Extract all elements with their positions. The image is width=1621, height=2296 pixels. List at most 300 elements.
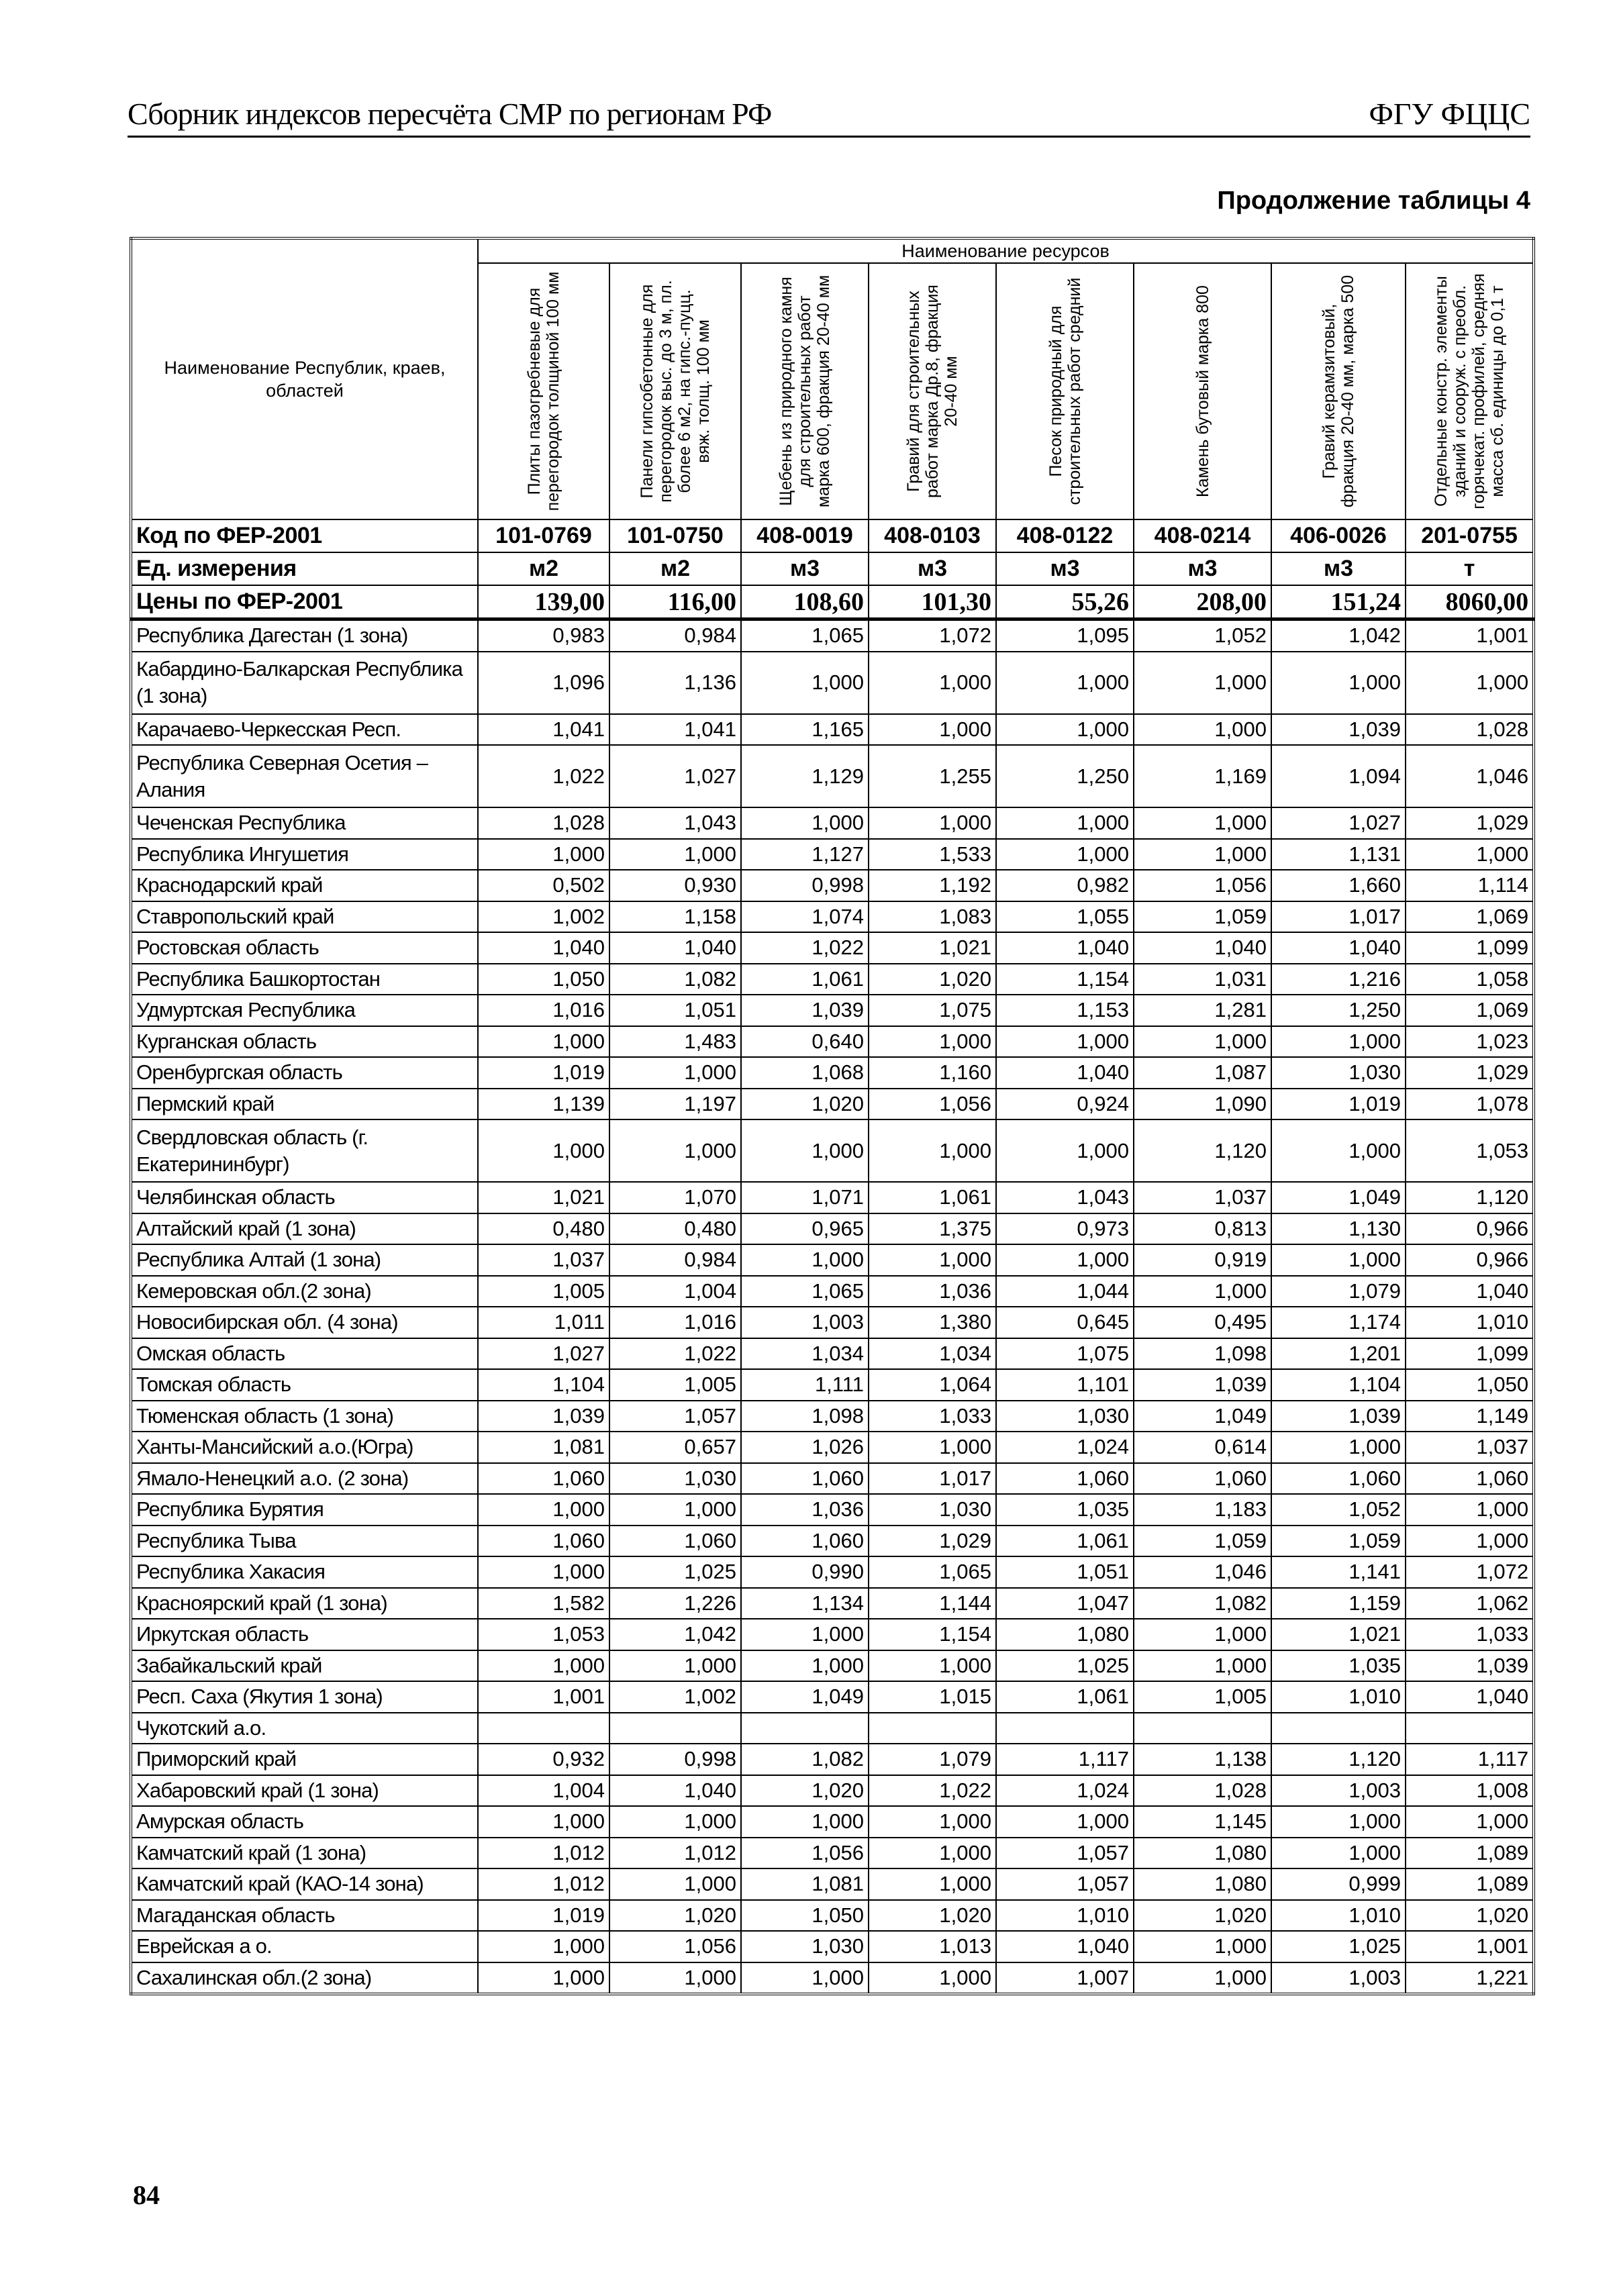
index-value: 1,052	[1271, 1494, 1406, 1526]
fer-price-cell: 55,26	[996, 585, 1134, 619]
index-value: 1,012	[478, 1838, 609, 1869]
region-row	[131, 1868, 1534, 1900]
region-name: Сахалинская обл.(2 зона)	[131, 1962, 478, 1995]
index-value: 1,099	[1406, 932, 1534, 964]
index-value: 1,136	[609, 652, 741, 714]
index-value: 1,060	[478, 1526, 609, 1557]
index-value: 1,141	[1271, 1556, 1406, 1588]
index-value: 1,000	[1134, 1619, 1271, 1650]
index-value: 1,002	[609, 1681, 741, 1713]
index-value: 1,069	[1406, 901, 1534, 933]
region-row	[131, 1401, 1534, 1432]
index-value: 1,023	[1406, 1026, 1534, 1058]
index-value: 1,061	[996, 1526, 1134, 1557]
index-value: 1,061	[741, 964, 869, 995]
index-value: 0,495	[1134, 1307, 1271, 1338]
index-value: 1,060	[478, 1463, 609, 1495]
region-name: Тюменская область (1 зона)	[131, 1401, 478, 1432]
region-name: Пермский край	[131, 1089, 478, 1120]
region-column-header: Наименование Республик, краев, областей	[131, 238, 478, 519]
resource-name-header	[478, 263, 609, 519]
index-value: 1,061	[996, 1681, 1134, 1713]
index-value: 1,022	[609, 1338, 741, 1370]
index-value: 1,011	[478, 1307, 609, 1338]
index-value: 1,120	[1406, 1182, 1534, 1213]
fer-price-cell: 108,60	[741, 585, 869, 619]
index-value: 1,020	[1406, 1900, 1534, 1932]
index-value: 1,035	[996, 1494, 1134, 1526]
index-value: 1,060	[1134, 1463, 1271, 1495]
index-value: 1,040	[609, 1775, 741, 1807]
unit-cell: м2	[478, 552, 609, 585]
resource-name-text: Гравий керамзитовый, фракция 20-40 мм, марка 500	[1320, 274, 1357, 508]
region-name: Камчатский край (КАО-14 зона)	[131, 1868, 478, 1900]
index-value: 1,082	[609, 964, 741, 995]
index-value: 1,070	[609, 1182, 741, 1213]
index-value: 1,071	[741, 1182, 869, 1213]
index-value: 1,000	[609, 1868, 741, 1900]
region-name: Чукотский а.о.	[131, 1713, 478, 1744]
index-value: 1,130	[1271, 1213, 1406, 1245]
index-value: 0,640	[741, 1026, 869, 1058]
index-value: 1,012	[609, 1838, 741, 1869]
index-value: 1,059	[1271, 1526, 1406, 1557]
index-value: 0,982	[996, 870, 1134, 901]
fer-code-cell: 101-0750	[609, 519, 741, 552]
region-name: Томская область	[131, 1369, 478, 1401]
region-row	[131, 1588, 1534, 1619]
index-value: 1,024	[996, 1775, 1134, 1807]
index-value: 1,069	[1406, 995, 1534, 1026]
index-value: 1,049	[1134, 1401, 1271, 1432]
region-row	[131, 1182, 1534, 1213]
index-value: 1,031	[1134, 964, 1271, 995]
fer-code-row	[131, 519, 1534, 552]
resource-name-text: Плиты пазогребневые для перегородок толщиной 100 мм	[525, 271, 562, 511]
index-value: 1,159	[1271, 1588, 1406, 1619]
index-value: 1,057	[996, 1868, 1134, 1900]
index-value: 1,104	[478, 1369, 609, 1401]
index-value: 1,000	[1271, 1806, 1406, 1838]
fer-price-cell: 139,00	[478, 585, 609, 619]
index-value: 1,117	[1406, 1744, 1534, 1775]
index-value: 0,984	[609, 619, 741, 652]
index-value: 1,020	[1134, 1900, 1271, 1932]
index-value: 1,114	[1406, 870, 1534, 901]
index-value: 1,000	[1134, 1650, 1271, 1682]
resource-name-text: Панели гипсобетонные для перегородок выс. до 3 м, пл. более 6 м2, на гипс.-пуцц. вяж. толщ. 100 мм	[638, 280, 713, 503]
index-value: 0,919	[1134, 1244, 1271, 1276]
index-value: 0,998	[609, 1744, 741, 1775]
region-name: Алтайский край (1 зона)	[131, 1213, 478, 1245]
index-value	[1271, 1713, 1406, 1744]
index-value: 1,000	[996, 807, 1134, 839]
index-value: 1,001	[1406, 619, 1534, 652]
index-value: 0,813	[1134, 1213, 1271, 1245]
index-value: 1,000	[1134, 807, 1271, 839]
index-value: 1,183	[1134, 1494, 1271, 1526]
index-value: 1,000	[869, 1650, 996, 1682]
index-value: 1,582	[478, 1588, 609, 1619]
index-value: 1,000	[1406, 1494, 1534, 1526]
index-value: 1,068	[741, 1057, 869, 1089]
index-value: 1,000	[1134, 1276, 1271, 1307]
index-value: 1,040	[996, 932, 1134, 964]
index-value	[741, 1713, 869, 1744]
index-value: 1,000	[478, 1806, 609, 1838]
index-value: 1,040	[996, 1057, 1134, 1089]
index-value: 1,087	[1134, 1057, 1271, 1089]
index-value: 1,030	[1271, 1057, 1406, 1089]
index-value: 1,035	[1271, 1650, 1406, 1682]
index-value	[1134, 1713, 1271, 1744]
index-value: 1,003	[1271, 1962, 1406, 1995]
index-value: 1,041	[609, 714, 741, 746]
resource-name-text: Щебень из природного камня для строительных работ марка 600, фракция 20-40 мм	[777, 274, 833, 508]
index-value: 1,039	[741, 995, 869, 1026]
region-name: Республика Алтай (1 зона)	[131, 1244, 478, 1276]
region-row	[131, 1619, 1534, 1650]
index-value: 1,111	[741, 1369, 869, 1401]
index-value: 1,000	[478, 1119, 609, 1182]
region-row	[131, 807, 1534, 839]
index-value: 1,250	[996, 745, 1134, 807]
index-value: 1,216	[1271, 964, 1406, 995]
index-value: 1,154	[869, 1619, 996, 1650]
index-value: 1,043	[996, 1182, 1134, 1213]
index-value	[869, 1713, 996, 1744]
region-name: Красноярский край (1 зона)	[131, 1588, 478, 1619]
region-row	[131, 1681, 1534, 1713]
index-value: 1,047	[996, 1588, 1134, 1619]
region-name: Кемеровская обл.(2 зона)	[131, 1276, 478, 1307]
row-label: Ед. измерения	[131, 552, 478, 585]
index-value: 1,000	[741, 1619, 869, 1650]
index-value: 1,099	[1406, 1338, 1534, 1370]
index-value: 0,502	[478, 870, 609, 901]
index-value: 0,932	[478, 1744, 609, 1775]
index-value: 1,012	[478, 1868, 609, 1900]
index-value: 1,660	[1271, 870, 1406, 901]
index-value: 1,000	[741, 1650, 869, 1682]
index-value: 1,000	[1271, 1026, 1406, 1058]
index-value: 1,082	[1134, 1588, 1271, 1619]
region-name: Хабаровский край (1 зона)	[131, 1775, 478, 1807]
region-name: Амурская область	[131, 1806, 478, 1838]
index-value: 1,138	[1134, 1744, 1271, 1775]
index-value: 0,984	[609, 1244, 741, 1276]
index-value: 1,000	[1134, 714, 1271, 746]
index-value: 1,000	[1406, 839, 1534, 870]
region-row	[131, 1775, 1534, 1807]
index-value: 1,082	[741, 1744, 869, 1775]
index-value: 0,480	[478, 1213, 609, 1245]
resource-name-header	[1134, 263, 1271, 519]
index-value: 1,089	[1406, 1868, 1534, 1900]
index-value: 1,060	[996, 1463, 1134, 1495]
index-value: 1,074	[741, 901, 869, 933]
index-value: 1,000	[1271, 1838, 1406, 1869]
index-value: 0,657	[609, 1432, 741, 1463]
index-value: 1,027	[478, 1338, 609, 1370]
index-value: 1,028	[1134, 1775, 1271, 1807]
index-value: 1,025	[1271, 1931, 1406, 1962]
index-value: 1,060	[741, 1526, 869, 1557]
index-value: 1,033	[869, 1401, 996, 1432]
resource-name-header	[609, 263, 741, 519]
index-value: 1,049	[741, 1681, 869, 1713]
index-value: 1,120	[1271, 1744, 1406, 1775]
region-name: Оренбургская область	[131, 1057, 478, 1089]
index-value: 1,033	[1406, 1619, 1534, 1650]
index-value: 1,000	[1134, 1931, 1271, 1962]
resources-group-header: Наименование ресурсов	[478, 238, 1534, 263]
index-value: 1,017	[1271, 901, 1406, 933]
fer-code-cell: 408-0122	[996, 519, 1134, 552]
index-value: 1,117	[996, 1744, 1134, 1775]
index-value: 1,022	[741, 932, 869, 964]
index-value: 1,000	[869, 652, 996, 714]
index-value: 1,039	[1271, 714, 1406, 746]
region-row	[131, 652, 1534, 714]
index-value: 1,059	[1134, 901, 1271, 933]
region-name: Ямало-Ненецкий а.о. (2 зона)	[131, 1463, 478, 1495]
region-row	[131, 964, 1534, 995]
fer-price-cell: 8060,00	[1406, 585, 1534, 619]
index-value	[1406, 1713, 1534, 1744]
fer-price-cell: 116,00	[609, 585, 741, 619]
index-value: 1,039	[478, 1401, 609, 1432]
index-value: 1,046	[1134, 1556, 1271, 1588]
index-value: 1,046	[1406, 745, 1534, 807]
region-row	[131, 1838, 1534, 1869]
fer-code-cell: 406-0026	[1271, 519, 1406, 552]
index-value: 1,000	[478, 1556, 609, 1588]
index-value: 1,036	[741, 1494, 869, 1526]
region-row	[131, 1962, 1534, 1995]
index-value: 1,000	[996, 1026, 1134, 1058]
region-row	[131, 1931, 1534, 1962]
index-value: 1,059	[1134, 1526, 1271, 1557]
index-value: 1,120	[1134, 1119, 1271, 1182]
index-value: 1,065	[741, 619, 869, 652]
index-value: 1,090	[1134, 1089, 1271, 1120]
index-value: 1,060	[609, 1526, 741, 1557]
index-value: 1,057	[609, 1401, 741, 1432]
index-value: 1,483	[609, 1026, 741, 1058]
index-value: 1,000	[1406, 1806, 1534, 1838]
index-value: 1,010	[1406, 1307, 1534, 1338]
unit-cell: м3	[1271, 552, 1406, 585]
fer-price-cell: 151,24	[1271, 585, 1406, 619]
resource-name-text: Камень бутовый марка 800	[1193, 285, 1212, 497]
index-value: 1,019	[1271, 1089, 1406, 1120]
index-value: 1,022	[478, 745, 609, 807]
index-value: 0,930	[609, 870, 741, 901]
index-value: 1,028	[1406, 714, 1534, 746]
index-value: 1,042	[609, 1619, 741, 1650]
index-value: 0,614	[1134, 1432, 1271, 1463]
region-name: Забайкальский край	[131, 1650, 478, 1682]
region-row	[131, 1369, 1534, 1401]
index-value: 1,003	[741, 1307, 869, 1338]
index-value: 1,375	[869, 1213, 996, 1245]
resource-name-header	[1271, 263, 1406, 519]
region-name: Ростовская область	[131, 932, 478, 964]
index-value: 1,040	[996, 1931, 1134, 1962]
index-value: 1,131	[1271, 839, 1406, 870]
index-value: 1,041	[478, 714, 609, 746]
index-value: 1,040	[1406, 1681, 1534, 1713]
index-value: 1,000	[996, 652, 1134, 714]
region-name: Респ. Саха (Якутия 1 зона)	[131, 1681, 478, 1713]
region-name: Приморский край	[131, 1744, 478, 1775]
fer-code-cell: 408-0214	[1134, 519, 1271, 552]
index-value: 1,052	[1134, 619, 1271, 652]
index-value: 1,030	[741, 1931, 869, 1962]
index-value: 1,040	[609, 932, 741, 964]
unit-cell: м3	[741, 552, 869, 585]
resource-name-header	[741, 263, 869, 519]
index-value: 1,017	[869, 1463, 996, 1495]
index-value: 1,380	[869, 1307, 996, 1338]
index-value: 1,000	[609, 1119, 741, 1182]
index-value: 1,034	[741, 1338, 869, 1370]
region-name: Иркутская область	[131, 1619, 478, 1650]
index-value	[609, 1713, 741, 1744]
index-value: 1,056	[869, 1089, 996, 1120]
region-name: Новосибирская обл. (4 зона)	[131, 1307, 478, 1338]
index-value: 1,020	[869, 1900, 996, 1932]
region-row	[131, 1432, 1534, 1463]
index-value: 1,019	[478, 1900, 609, 1932]
index-value: 1,027	[609, 745, 741, 807]
index-value: 1,029	[869, 1526, 996, 1557]
index-value: 1,000	[1406, 652, 1534, 714]
region-row	[131, 1213, 1534, 1245]
index-value: 1,083	[869, 901, 996, 933]
region-name: Карачаево-Черкесская Респ.	[131, 714, 478, 746]
region-name: Республика Хакасия	[131, 1556, 478, 1588]
row-label: Цены по ФЕР-2001	[131, 585, 478, 619]
index-value: 1,079	[869, 1744, 996, 1775]
index-value: 1,037	[1406, 1432, 1534, 1463]
index-value: 1,081	[478, 1432, 609, 1463]
index-value: 1,050	[478, 964, 609, 995]
index-value: 1,000	[609, 1057, 741, 1089]
index-value	[478, 1713, 609, 1744]
region-row	[131, 870, 1534, 901]
region-row	[131, 839, 1534, 870]
running-header	[128, 94, 1530, 138]
index-value: 1,072	[1406, 1556, 1534, 1588]
index-value: 1,000	[609, 1962, 741, 1995]
index-value: 1,000	[869, 1026, 996, 1058]
index-value: 1,000	[996, 714, 1134, 746]
index-value: 1,281	[1134, 995, 1271, 1026]
index-value: 1,129	[741, 745, 869, 807]
index-value: 0,998	[741, 870, 869, 901]
table-caption: Продолжение таблицы 4	[1217, 187, 1530, 215]
resource-name-header	[869, 263, 996, 519]
index-value: 1,016	[478, 995, 609, 1026]
index-value: 1,000	[609, 1494, 741, 1526]
region-name: Еврейская а о.	[131, 1931, 478, 1962]
index-value: 1,000	[1134, 652, 1271, 714]
index-value: 0,966	[1406, 1244, 1534, 1276]
region-row	[131, 619, 1534, 652]
index-value: 1,000	[741, 1806, 869, 1838]
index-value: 1,080	[1134, 1868, 1271, 1900]
index-value: 1,043	[609, 807, 741, 839]
index-value: 1,022	[869, 1775, 996, 1807]
index-value: 1,197	[609, 1089, 741, 1120]
index-value: 1,154	[996, 964, 1134, 995]
index-value: 1,020	[741, 1089, 869, 1120]
index-value: 1,000	[609, 839, 741, 870]
index-value: 1,000	[869, 714, 996, 746]
index-value: 1,000	[609, 1806, 741, 1838]
index-value: 1,030	[869, 1494, 996, 1526]
index-value: 1,192	[869, 870, 996, 901]
index-value: 1,001	[1406, 1931, 1534, 1962]
index-value: 1,101	[996, 1369, 1134, 1401]
index-value: 1,201	[1271, 1338, 1406, 1370]
region-row	[131, 1806, 1534, 1838]
index-value: 1,000	[741, 652, 869, 714]
index-value: 1,000	[741, 1119, 869, 1182]
index-value: 1,049	[1271, 1182, 1406, 1213]
index-value: 1,010	[1271, 1900, 1406, 1932]
resource-name-header	[996, 263, 1134, 519]
index-value: 1,060	[1406, 1463, 1534, 1495]
index-value: 1,042	[1271, 619, 1406, 652]
index-value: 1,000	[996, 839, 1134, 870]
index-value: 0,966	[1406, 1213, 1534, 1245]
index-value: 1,036	[869, 1276, 996, 1307]
index-value: 0,973	[996, 1213, 1134, 1245]
index-value: 1,169	[1134, 745, 1271, 807]
index-value: 1,075	[996, 1338, 1134, 1370]
region-row	[131, 1526, 1534, 1557]
index-value: 1,255	[869, 745, 996, 807]
index-value: 1,025	[996, 1650, 1134, 1682]
index-value: 1,040	[1271, 932, 1406, 964]
index-value: 1,029	[1406, 1057, 1534, 1089]
index-value: 1,000	[869, 807, 996, 839]
index-value: 1,080	[1134, 1838, 1271, 1869]
region-name: Кабардино-Балкарская Республика (1 зона)	[131, 652, 478, 714]
index-value: 1,061	[869, 1182, 996, 1213]
index-value: 1,000	[478, 1494, 609, 1526]
index-value: 1,079	[1271, 1276, 1406, 1307]
index-value: 1,058	[1406, 964, 1534, 995]
index-value: 1,016	[609, 1307, 741, 1338]
index-value: 1,050	[741, 1900, 869, 1932]
index-value: 1,098	[741, 1401, 869, 1432]
index-value: 1,062	[1406, 1588, 1534, 1619]
index-value: 1,094	[1271, 745, 1406, 807]
index-value: 1,007	[996, 1962, 1134, 1995]
index-value: 1,053	[478, 1619, 609, 1650]
unit-row	[131, 552, 1534, 585]
fer-code-cell: 101-0769	[478, 519, 609, 552]
index-value: 1,000	[869, 1119, 996, 1182]
index-value: 1,021	[478, 1182, 609, 1213]
index-value: 1,040	[478, 932, 609, 964]
index-value: 1,020	[609, 1900, 741, 1932]
index-value: 1,056	[1134, 870, 1271, 901]
